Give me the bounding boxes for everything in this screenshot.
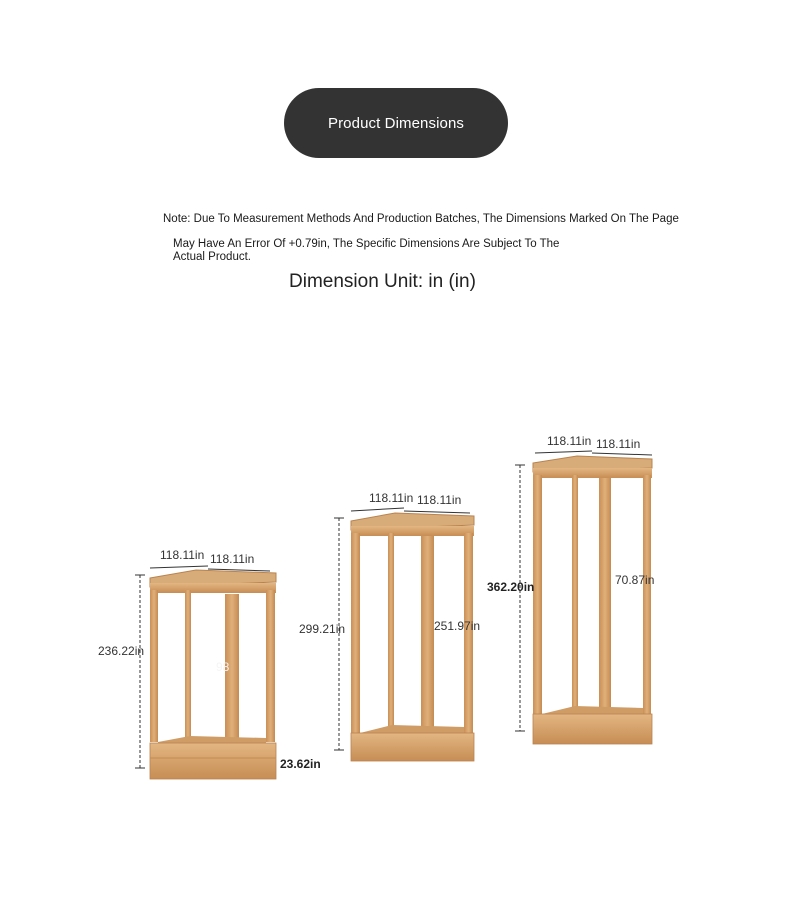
large-depth-label: 118.11in <box>596 437 641 451</box>
medium-width-label: 118.11in <box>369 491 414 505</box>
stand-medium <box>299 491 480 761</box>
large-inner-label: 70.87in <box>615 573 655 587</box>
stand-large <box>487 434 654 744</box>
medium-inner-label: 251.97in <box>434 619 481 633</box>
small-height-label: 236.22in <box>98 644 145 658</box>
small-depth-label: 118.11in <box>210 552 255 566</box>
large-height-label: 362.20in <box>487 580 535 594</box>
small-base-label: 23.62in <box>280 757 321 771</box>
note-line-1: Note: Due To Measurement Methods And Production Batches, The Dimensions Marked On The Page <box>163 213 679 225</box>
dimension-unit-label: Dimension Unit: in (in) <box>289 271 476 292</box>
large-width-label: 118.11in <box>547 434 592 448</box>
small-inner-label: 98 <box>216 660 230 674</box>
medium-depth-label: 118.11in <box>417 493 462 507</box>
note-line-3: Actual Product. <box>173 251 251 263</box>
medium-height-label: 299.21in <box>299 622 346 636</box>
small-width-label: 118.11in <box>160 548 205 562</box>
stand-small <box>98 548 321 779</box>
note-line-2: May Have An Error Of +0.79in, The Specific Dimensions Are Subject To The <box>173 238 560 250</box>
banner-title: Product Dimensions <box>327 114 465 132</box>
